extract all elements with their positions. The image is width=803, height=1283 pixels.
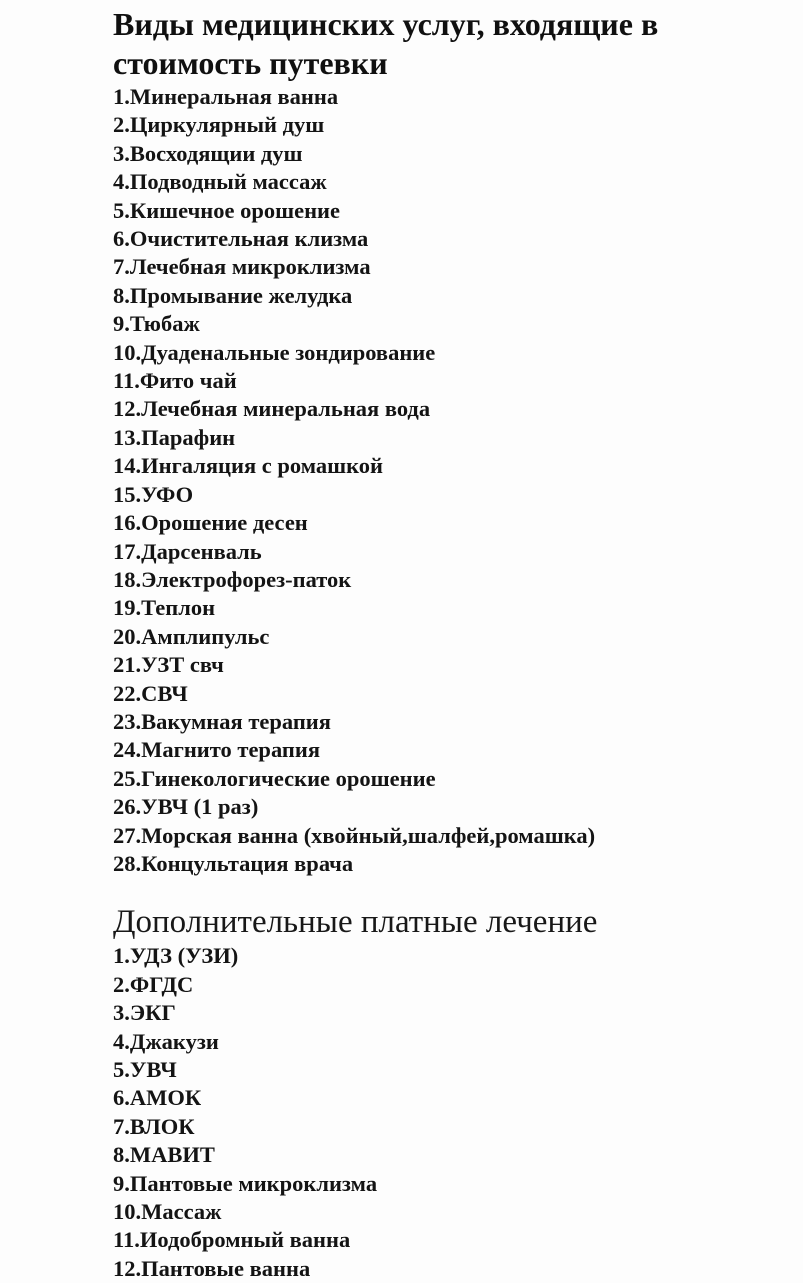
- list-item: 2.Циркулярный душ: [113, 112, 325, 138]
- list-item: 6.Очистительная клизма: [113, 226, 369, 252]
- list-item: 23.Вакумная терапия: [113, 708, 331, 734]
- list-item: 8.Промывание желудка: [113, 282, 353, 308]
- list-item: 8.МАВИТ: [113, 1142, 215, 1168]
- list-item: 19.Теплон: [113, 595, 216, 621]
- list-item: 4.Джакузи: [113, 1028, 219, 1054]
- list-item: 4.Подводный массаж: [113, 169, 327, 195]
- list-item: 18.Электрофорез-паток: [113, 566, 352, 592]
- list-item: 11.Иодобромный ванна: [113, 1227, 351, 1253]
- list-item: 6.АМОК: [113, 1085, 202, 1111]
- list-item: 7.ВЛОК: [113, 1113, 195, 1139]
- list-item: 3.ЭКГ: [113, 1000, 176, 1026]
- list-item: 13.Парафин: [113, 424, 236, 450]
- list-item: 1.УДЗ (УЗИ): [113, 943, 239, 969]
- paid-services-title: Дополнительные платные лечение: [113, 904, 598, 941]
- list-item: 9.Пантовые микроклизма: [113, 1170, 378, 1196]
- list-item: 20.Амплипульс: [113, 623, 270, 649]
- included-services-title: Виды медицинских услуг, входящие в стоимость путевки: [113, 6, 659, 81]
- list-item: 26.УВЧ (1 раз): [113, 794, 259, 820]
- list-item: 12.Пантовые ванна: [113, 1255, 311, 1281]
- list-item: 10.Массаж: [113, 1199, 222, 1225]
- list-item: 9.Тюбаж: [113, 311, 200, 337]
- list-item: 22.СВЧ: [113, 680, 188, 706]
- list-item: 16.Орошение десен: [113, 510, 308, 536]
- included-services-list: [113, 83, 773, 878]
- list-item: 21.УЗТ свч: [113, 652, 224, 678]
- list-item: 2.ФГДС: [113, 971, 194, 997]
- list-item: 7.Лечебная микроклизма: [113, 254, 371, 280]
- list-item: 3.Восходящии душ: [113, 140, 303, 166]
- list-item: 17.Дарсенваль: [113, 538, 262, 564]
- list-item: 1.Минеральная ванна: [113, 84, 339, 109]
- list-item: 28.Концультация врача: [113, 850, 354, 876]
- list-item: 12.Лечебная минеральная вода: [113, 396, 431, 422]
- list-item: 24.Магнито терапия: [113, 737, 320, 763]
- list-item: 27.Морская ванна (хвойный,шалфей,ромашка): [113, 822, 596, 848]
- list-item: 11.Фито чай: [113, 368, 237, 394]
- paid-services-list: [113, 942, 773, 1283]
- list-item: 14.Ингаляция с ромашкой: [113, 453, 384, 479]
- list-item: 25.Гинекологические орошение: [113, 765, 436, 791]
- list-item: 10.Дуаденальные зондирование: [113, 339, 436, 365]
- list-item: 15.УФО: [113, 481, 194, 507]
- list-item: 5.УВЧ: [113, 1057, 177, 1082]
- list-item: 5.Кишечное орошение: [113, 197, 340, 223]
